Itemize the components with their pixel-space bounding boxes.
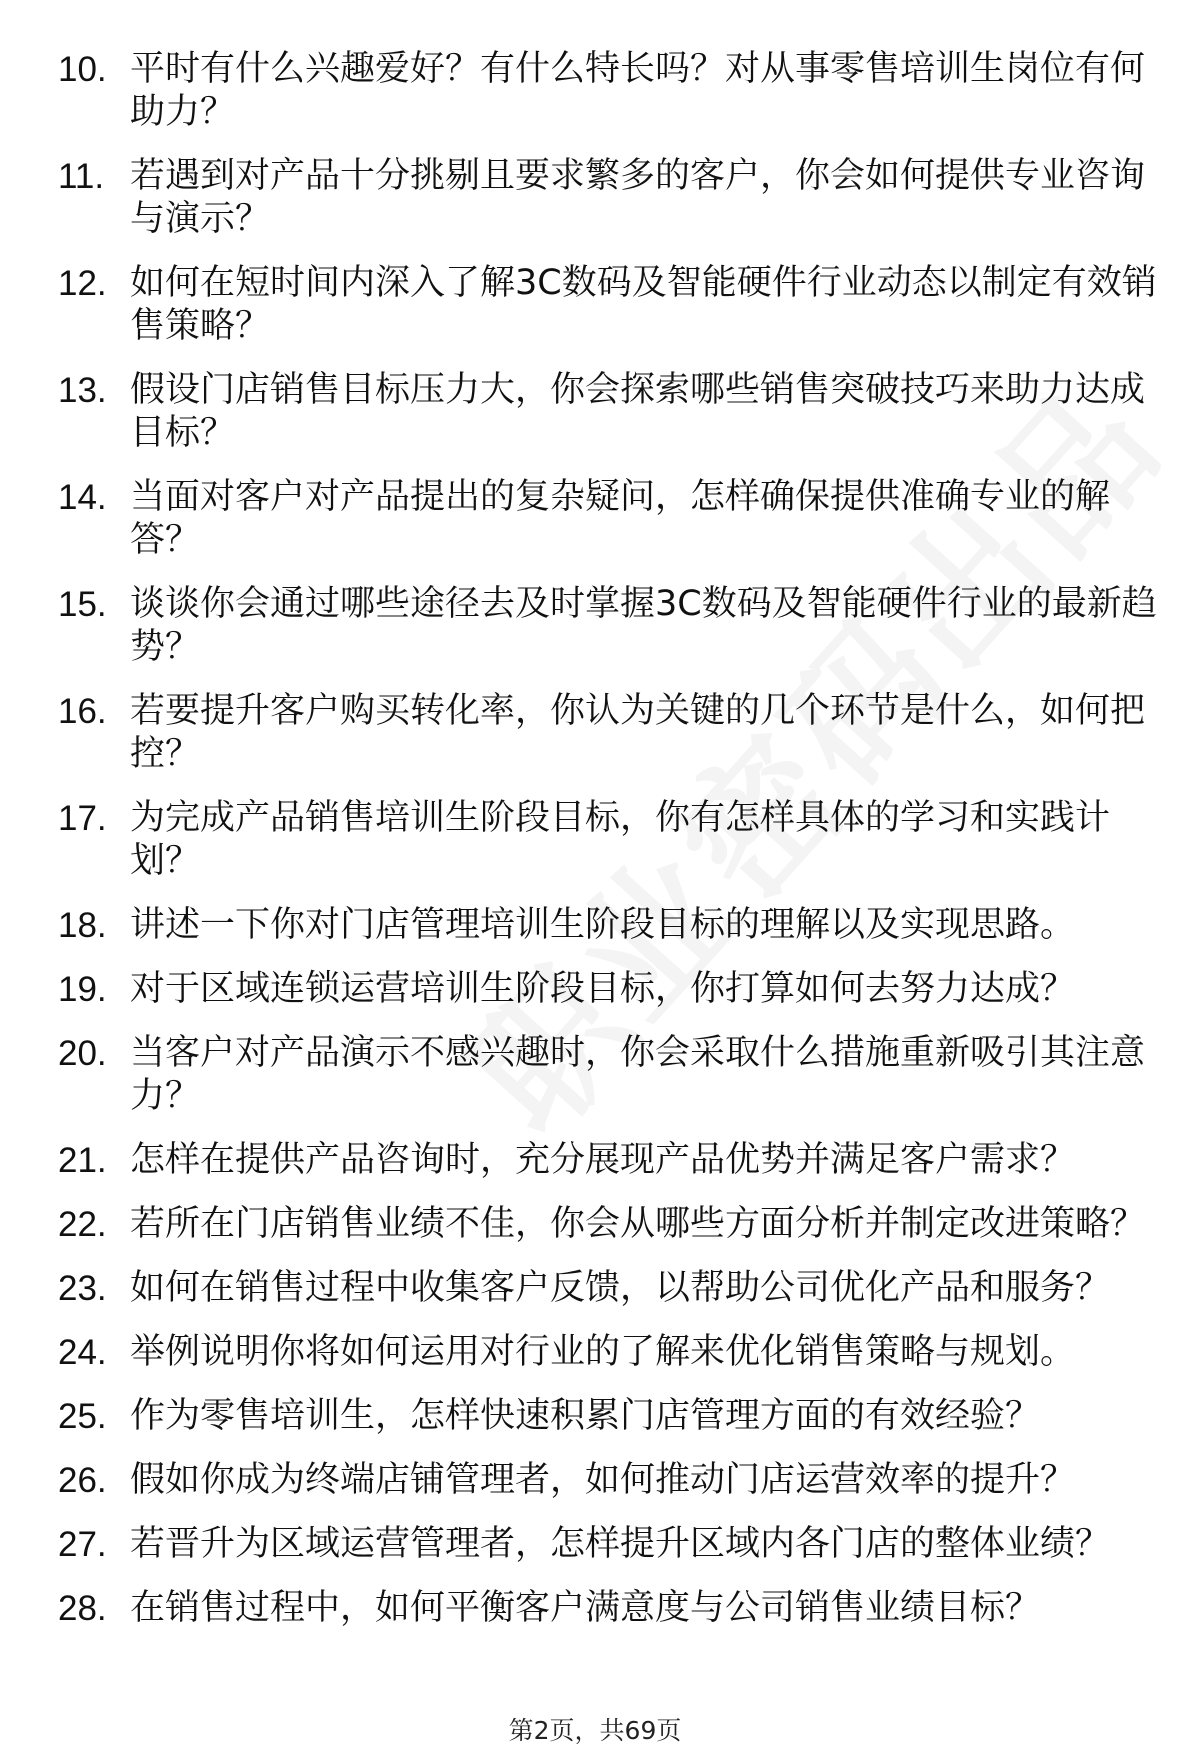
question-item — [0, 583, 1190, 669]
question-text: 若遇到对产品十分挑剔且要求繁多的客户，你会如何提供专业咨询与演示？ — [130, 156, 1146, 239]
question-item — [0, 48, 1190, 134]
question-item — [0, 155, 1190, 241]
question-number: 10. — [58, 50, 107, 89]
question-item — [0, 1523, 1190, 1566]
question-item — [0, 1032, 1190, 1118]
question-number: 26. — [58, 1461, 107, 1500]
question-text: 如何在短时间内深入了解3C数码及智能硬件行业动态以制定有效销售策略？ — [130, 263, 1157, 346]
question-text: 作为零售培训生，怎样快速积累门店管理方面的有效经验？ — [130, 1396, 1041, 1436]
question-item — [0, 1587, 1190, 1630]
page-footer — [0, 1711, 1190, 1747]
question-number: 20. — [58, 1034, 107, 1073]
question-number: 24. — [58, 1333, 107, 1372]
question-item — [0, 1203, 1190, 1246]
question-item — [0, 968, 1190, 1011]
question-text: 当客户对产品演示不感兴趣时，你会采取什么措施重新吸引其注意力？ — [130, 1033, 1146, 1116]
question-number: 19. — [58, 970, 107, 1009]
question-text: 假设门店销售目标压力大，你会探索哪些销售突破技巧来助力达成目标？ — [130, 370, 1146, 453]
question-list — [0, 48, 1190, 1651]
question-number: 18. — [58, 906, 107, 945]
page-number-label: 第2页，共69页 — [508, 1716, 682, 1745]
question-number: 15. — [58, 585, 107, 624]
question-number: 17. — [58, 799, 107, 838]
question-number: 12. — [58, 264, 107, 303]
question-number: 21. — [58, 1141, 107, 1180]
question-item — [0, 690, 1190, 776]
question-number: 11. — [58, 157, 105, 196]
question-item — [0, 262, 1190, 348]
question-item — [0, 904, 1190, 947]
question-item — [0, 476, 1190, 562]
question-text: 谈谈你会通过哪些途径去及时掌握3C数码及智能硬件行业的最新趋势？ — [130, 584, 1157, 667]
question-text: 若晋升为区域运营管理者，怎样提升区域内各门店的整体业绩？ — [130, 1524, 1111, 1564]
question-item — [0, 1267, 1190, 1310]
question-item — [0, 369, 1190, 455]
question-item — [0, 1459, 1190, 1502]
question-number: 22. — [58, 1205, 107, 1244]
question-text: 在销售过程中，如何平衡客户满意度与公司销售业绩目标？ — [130, 1588, 1041, 1628]
question-item — [0, 797, 1190, 883]
question-text: 为完成产品销售培训生阶段目标，你有怎样具体的学习和实践计划？ — [130, 798, 1111, 881]
question-number: 27. — [58, 1525, 107, 1564]
question-number: 16. — [58, 692, 107, 731]
question-text: 当面对客户对产品提出的复杂疑问，怎样确保提供准确专业的解答？ — [130, 477, 1111, 560]
question-text: 对于区域连锁运营培训生阶段目标，你打算如何去努力达成？ — [130, 969, 1076, 1009]
question-text: 若所在门店销售业绩不佳，你会从哪些方面分析并制定改进策略？ — [130, 1204, 1146, 1244]
question-text: 讲述一下你对门店管理培训生阶段目标的理解以及实现思路。 — [130, 905, 1076, 945]
question-item — [0, 1331, 1190, 1374]
question-number: 14. — [58, 478, 107, 517]
question-text: 如何在销售过程中收集客户反馈，以帮助公司优化产品和服务？ — [130, 1268, 1111, 1308]
question-text: 平时有什么兴趣爱好？有什么特长吗？对从事零售培训生岗位有何助力？ — [130, 49, 1146, 132]
question-text: 举例说明你将如何运用对行业的了解来优化销售策略与规划。 — [130, 1332, 1076, 1372]
question-number: 28. — [58, 1589, 107, 1628]
question-text: 怎样在提供产品咨询时，充分展现产品优势并满足客户需求？ — [130, 1140, 1076, 1180]
question-text: 假如你成为终端店铺管理者，如何推动门店运营效率的提升？ — [130, 1460, 1076, 1500]
question-text: 若要提升客户购买转化率，你认为关键的几个环节是什么，如何把控？ — [130, 691, 1146, 774]
question-number: 25. — [58, 1397, 107, 1436]
question-item — [0, 1395, 1190, 1438]
question-item — [0, 1139, 1190, 1182]
question-number: 13. — [58, 371, 107, 410]
question-number: 23. — [58, 1269, 107, 1308]
